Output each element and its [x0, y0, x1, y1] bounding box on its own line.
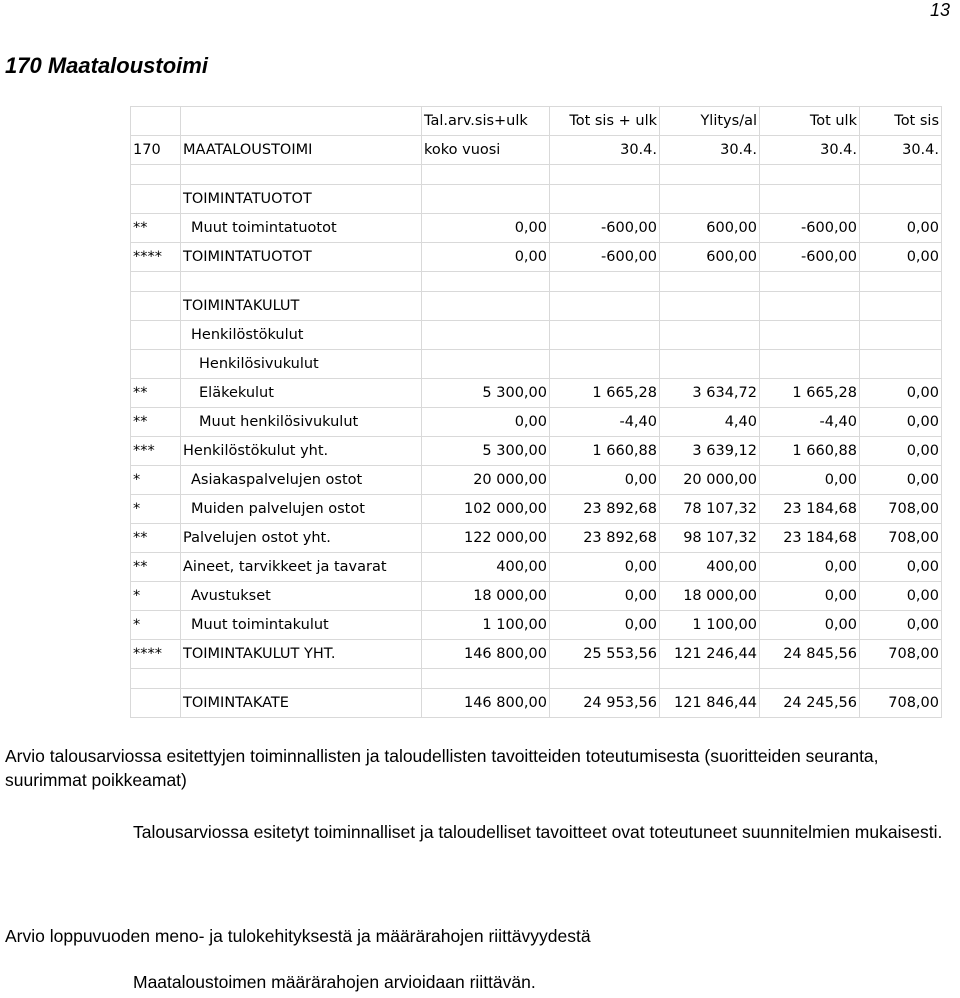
row-level-code: ****: [131, 243, 181, 272]
value-cell: 18 000,00: [660, 582, 760, 611]
value-cell: -600,00: [760, 214, 860, 243]
value-cell: 0,00: [860, 408, 942, 437]
value-cell: [760, 350, 860, 379]
table-row: [131, 495, 942, 524]
header-cell: Tot sis: [860, 107, 942, 136]
row-label: TOIMINTAKULUT YHT.: [181, 640, 422, 669]
row-level-code: *: [131, 495, 181, 524]
value-cell: [660, 292, 760, 321]
value-cell: 0,00: [760, 582, 860, 611]
value-cell: 0,00: [760, 466, 860, 495]
table-row: [131, 553, 942, 582]
empty-cell: [422, 669, 550, 689]
row-label: TOIMINTAKULUT: [181, 292, 422, 321]
empty-cell: [550, 165, 660, 185]
table-row: [131, 379, 942, 408]
table-row: [131, 611, 942, 640]
value-cell: 0,00: [422, 214, 550, 243]
value-cell: 1 665,28: [550, 379, 660, 408]
value-cell: [860, 350, 942, 379]
table-row: [131, 466, 942, 495]
value-cell: [760, 185, 860, 214]
value-cell: 1 660,88: [760, 437, 860, 466]
value-cell: 24 845,56: [760, 640, 860, 669]
value-cell: 5 300,00: [422, 379, 550, 408]
empty-cell: [760, 165, 860, 185]
header-cell: 30.4.: [860, 136, 942, 165]
value-cell: 0,00: [422, 408, 550, 437]
row-label: Aineet, tarvikkeet ja tavarat: [181, 553, 422, 582]
value-cell: [550, 350, 660, 379]
row-level-code: [131, 350, 181, 379]
value-cell: [660, 350, 760, 379]
value-cell: [422, 350, 550, 379]
row-level-code: [131, 185, 181, 214]
empty-cell: [860, 669, 942, 689]
value-cell: 121 846,44: [660, 689, 760, 718]
value-cell: 146 800,00: [422, 640, 550, 669]
section-title: 170 Maataloustoimi: [5, 53, 208, 78]
empty-cell: [550, 669, 660, 689]
header-cell: MAATALOUSTOIMI: [181, 136, 422, 165]
budget-table: [130, 106, 942, 718]
spacer-row: [131, 272, 942, 292]
value-cell: 0,00: [550, 466, 660, 495]
value-cell: 98 107,32: [660, 524, 760, 553]
value-cell: -600,00: [550, 243, 660, 272]
value-cell: [422, 292, 550, 321]
value-cell: 24 245,56: [760, 689, 860, 718]
empty-cell: [181, 165, 422, 185]
row-level-code: ***: [131, 437, 181, 466]
page-number: 13: [930, 0, 951, 20]
value-cell: 0,00: [760, 611, 860, 640]
table-row: [131, 321, 942, 350]
empty-cell: [422, 165, 550, 185]
header-cell: Ylitys/al: [660, 107, 760, 136]
header-row-dates: [131, 136, 942, 165]
header-row-labels: [131, 107, 942, 136]
row-label: Muut henkilösivukulut: [181, 408, 422, 437]
table-row: [131, 292, 942, 321]
value-cell: 20 000,00: [422, 466, 550, 495]
value-cell: -600,00: [550, 214, 660, 243]
value-cell: [550, 321, 660, 350]
empty-cell: [181, 669, 422, 689]
value-cell: 0,00: [550, 553, 660, 582]
empty-cell: [660, 272, 760, 292]
empty-cell: [660, 669, 760, 689]
value-cell: 0,00: [860, 582, 942, 611]
header-cell: koko vuosi: [422, 136, 550, 165]
table-row: [131, 243, 942, 272]
row-level-code: **: [131, 214, 181, 243]
value-cell: [760, 292, 860, 321]
value-cell: 0,00: [860, 553, 942, 582]
empty-cell: [760, 272, 860, 292]
value-cell: 23 892,68: [550, 495, 660, 524]
empty-cell: [660, 165, 760, 185]
value-cell: [760, 321, 860, 350]
table-row: [131, 408, 942, 437]
header-cell: [181, 107, 422, 136]
value-cell: 708,00: [860, 689, 942, 718]
value-cell: 0,00: [860, 379, 942, 408]
value-cell: 0,00: [860, 437, 942, 466]
value-cell: 400,00: [660, 553, 760, 582]
header-cell: 30.4.: [550, 136, 660, 165]
header-cell: Tal.arv.sis+ulk: [422, 107, 550, 136]
value-cell: 3 639,12: [660, 437, 760, 466]
row-label: Avustukset: [181, 582, 422, 611]
row-level-code: *: [131, 611, 181, 640]
value-cell: 1 100,00: [660, 611, 760, 640]
empty-cell: [860, 165, 942, 185]
row-label: Muiden palvelujen ostot: [181, 495, 422, 524]
value-cell: 23 184,68: [760, 524, 860, 553]
spacer-row: [131, 165, 942, 185]
row-level-code: [131, 321, 181, 350]
empty-cell: [181, 272, 422, 292]
value-cell: 0,00: [860, 243, 942, 272]
row-level-code: **: [131, 524, 181, 553]
row-level-code: *: [131, 466, 181, 495]
row-label: Muut toimintatuotot: [181, 214, 422, 243]
value-cell: 5 300,00: [422, 437, 550, 466]
paragraph-evaluation-heading: Arvio talousarviossa esitettyjen toiminnallisten ja taloudellisten tavoitteiden toteutumisesta (suoritteiden seuranta, suurimmat poikkeamat): [5, 746, 879, 790]
row-level-code: *: [131, 582, 181, 611]
table-row: [131, 185, 942, 214]
table-row: [131, 524, 942, 553]
row-label: TOIMINTATUOTOT: [181, 243, 422, 272]
header-cell: 170: [131, 136, 181, 165]
value-cell: 0,00: [550, 582, 660, 611]
row-label: Palvelujen ostot yht.: [181, 524, 422, 553]
empty-cell: [131, 165, 181, 185]
row-level-code: **: [131, 408, 181, 437]
row-level-code: **: [131, 379, 181, 408]
value-cell: -4,40: [760, 408, 860, 437]
row-label: Henkilösivukulut: [181, 350, 422, 379]
value-cell: 102 000,00: [422, 495, 550, 524]
row-label: Henkilöstökulut yht.: [181, 437, 422, 466]
value-cell: [860, 321, 942, 350]
value-cell: -4,40: [550, 408, 660, 437]
value-cell: 20 000,00: [660, 466, 760, 495]
value-cell: [860, 185, 942, 214]
value-cell: 122 000,00: [422, 524, 550, 553]
value-cell: 0,00: [550, 611, 660, 640]
value-cell: 0,00: [860, 611, 942, 640]
paragraph-forecast-heading: Arvio loppuvuoden meno- ja tulokehityksestä ja määrärahojen riittävyydestä: [5, 926, 591, 946]
row-label: TOIMINTATUOTOT: [181, 185, 422, 214]
row-label: Asiakaspalvelujen ostot: [181, 466, 422, 495]
paragraph-forecast-text: Maataloustoimen määrärahojen arvioidaan riittävän.: [133, 972, 536, 992]
value-cell: 78 107,32: [660, 495, 760, 524]
value-cell: [550, 292, 660, 321]
header-cell: Tot ulk: [760, 107, 860, 136]
value-cell: 1 100,00: [422, 611, 550, 640]
row-label: TOIMINTAKATE: [181, 689, 422, 718]
header-cell: 30.4.: [760, 136, 860, 165]
value-cell: [550, 185, 660, 214]
value-cell: 600,00: [660, 243, 760, 272]
value-cell: 708,00: [860, 524, 942, 553]
value-cell: 121 246,44: [660, 640, 760, 669]
table-row: [131, 350, 942, 379]
value-cell: 23 892,68: [550, 524, 660, 553]
table-row: [131, 640, 942, 669]
value-cell: 708,00: [860, 495, 942, 524]
value-cell: 25 553,56: [550, 640, 660, 669]
value-cell: [660, 321, 760, 350]
empty-cell: [760, 669, 860, 689]
value-cell: 0,00: [760, 553, 860, 582]
spacer-row: [131, 669, 942, 689]
value-cell: [660, 185, 760, 214]
header-cell: [131, 107, 181, 136]
table-row: [131, 437, 942, 466]
value-cell: 23 184,68: [760, 495, 860, 524]
value-cell: 0,00: [860, 466, 942, 495]
empty-cell: [131, 669, 181, 689]
header-cell: 30.4.: [660, 136, 760, 165]
value-cell: [860, 292, 942, 321]
value-cell: 146 800,00: [422, 689, 550, 718]
row-level-code: [131, 292, 181, 321]
empty-cell: [131, 272, 181, 292]
empty-cell: [860, 272, 942, 292]
value-cell: 600,00: [660, 214, 760, 243]
value-cell: [422, 321, 550, 350]
value-cell: -600,00: [760, 243, 860, 272]
header-cell: Tot sis + ulk: [550, 107, 660, 136]
row-level-code: ****: [131, 640, 181, 669]
value-cell: 1 660,88: [550, 437, 660, 466]
row-label: Eläkekulut: [181, 379, 422, 408]
value-cell: 18 000,00: [422, 582, 550, 611]
value-cell: 3 634,72: [660, 379, 760, 408]
value-cell: 24 953,56: [550, 689, 660, 718]
row-level-code: [131, 689, 181, 718]
value-cell: [422, 185, 550, 214]
paragraph-evaluation-text: Talousarviossa esitetyt toiminnalliset ja taloudelliset tavoitteet ovat toteutuneet suunnitelmien mukaisesti.: [133, 822, 943, 842]
value-cell: 708,00: [860, 640, 942, 669]
empty-cell: [550, 272, 660, 292]
value-cell: 0,00: [860, 214, 942, 243]
value-cell: 1 665,28: [760, 379, 860, 408]
value-cell: 4,40: [660, 408, 760, 437]
table-row: [131, 582, 942, 611]
row-label: Muut toimintakulut: [181, 611, 422, 640]
value-cell: 400,00: [422, 553, 550, 582]
value-cell: 0,00: [422, 243, 550, 272]
row-level-code: **: [131, 553, 181, 582]
table-row: [131, 689, 942, 718]
empty-cell: [422, 272, 550, 292]
row-label: Henkilöstökulut: [181, 321, 422, 350]
table-row: [131, 214, 942, 243]
